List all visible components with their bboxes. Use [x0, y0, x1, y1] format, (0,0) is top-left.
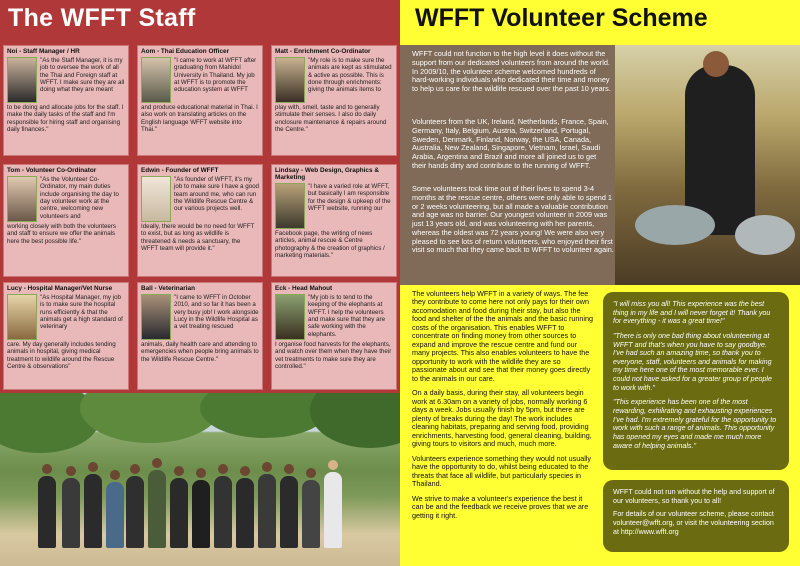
- staff-card-eck: [271, 282, 397, 390]
- staff-group-photo: [0, 393, 400, 566]
- staff-quote-rest: to be doing and allocate jobs for the staff. I make the daily tasks of the staff and I'm responsible for hiring staff and organising daily finances.": [7, 104, 124, 133]
- staff-name: Ball - Veterinarian: [141, 285, 195, 292]
- contact-box: [603, 480, 789, 552]
- intro-paragraph-2: Volunteers from the UK, Ireland, Netherlands, France, Spain, Germany, Italy, Belgium, Austria, Switzerland, Portugal, Sweden, Denmark, Finland, Norway, the USA, Canada, Australia, New Zealand, Singapore, Vietnam, Israel, Saudi Arabia, Argentina and Brazil and more all joined us to get their hands dirty and contribute to the running of WFFT.: [412, 117, 609, 170]
- body-paragraph: We strive to make a volunteer's experience the best it can be and the feedback we receive proves that we are getting it right.: [412, 493, 589, 520]
- staff-name: Tom - Volunteer Co-Ordinator: [7, 167, 97, 174]
- staff-quote-rest: care. My day generally includes tending animals in hospital, giving medical treatment to wildlife around the Rescue Centre & observations": [7, 341, 116, 370]
- staff-photo: [275, 57, 305, 103]
- staff-card-tom: [3, 164, 129, 277]
- staff-quote: "My job is to tend to the keeping of the elephants at WFFT. I help the volunteers and make sure that they are safe working with the elephants.: [308, 294, 386, 338]
- volunteer-panel: [400, 0, 800, 566]
- staff-photo: [141, 176, 171, 222]
- staff-card-ball: [137, 282, 263, 390]
- staff-photo: [7, 176, 37, 222]
- staff-card-matt: [271, 45, 397, 156]
- intro-paragraph-1: WFFT could not function to the high level it does without the support from our dedicated volunteers from around the world. In 2009/10, the volunteer scheme welcomed hundreds of hard-working individuals who dedicated their time and money to help us care for the wildlife rescued over the past 10 years.: [412, 49, 611, 93]
- staff-quote: "As the Staff Manager, it is my job to oversee the work of all the Thai and Foreign staff at WFFT. I make sure they are all doing what they are meant: [40, 57, 125, 94]
- staff-card-lucy: [3, 282, 129, 390]
- staff-photo: [275, 183, 305, 229]
- staff-photo: [275, 294, 305, 340]
- staff-quote: "As Hospital Manager, my job is to make sure the hospital runs efficiently & that the animals get a high standard of veterinary: [40, 294, 123, 331]
- volunteer-title: WFFT Volunteer Scheme: [415, 4, 708, 32]
- contact-thanks: WFFT could not run without the help and support of our volunteers, so thank you to all!: [613, 488, 775, 505]
- staff-name: Noi - Staff Manager / HR: [7, 48, 80, 55]
- staff-quote: "As founder of WFFT, it's my job to make sure I have a good team around me, who can run the Wildlife Rescue Centre & our various projects well.: [174, 176, 259, 213]
- staff-quote: "I have a varied role at WFFT, but basically I am responsible for the design & upkeep of the WFFT website, running our: [308, 183, 391, 213]
- testimonial: "There is only one bad thing about volunteering at WFFT and that's when you have to say goodbye. I've had such an amazing time, so thank you to everyone, staff, volunteers and animals for making my time here one of the most memorable ever. I could not have asked for a greater group of people to work with.": [613, 331, 772, 392]
- testimonial: "I will miss you all! This experience was the best thing in my life and I will never forget it! Thank you for everything - it was a great time!": [613, 300, 771, 326]
- staff-card-edwin: [137, 164, 263, 277]
- staff-photo: [141, 57, 171, 103]
- staff-name: Lindsay - Web Design, Graphics & Marketing: [275, 167, 379, 182]
- staff-quote: "My role is to make sure the animals are kept as stimulated & active as possible. This is done through enrichments: giving the animals items to: [308, 57, 392, 94]
- staff-quote-rest: and produce educational material in Thai. I also work on translating articles on the English language WFFT website into Thai.": [141, 104, 258, 133]
- staff-quote-rest: Ideally, there would be no need for WFFT to exist, but as long as wildlife is threatened & needs a sanctuary, the WFFT team will provide it.": [141, 223, 255, 252]
- staff-quote: "As the Volunteer Co-Ordinator, my main duties include organising the day to day volunteer work at the centre, welcoming new volunteers and: [40, 176, 119, 220]
- staff-name: Edwin - Founder of WFFT: [141, 167, 219, 174]
- staff-photo: [7, 294, 37, 340]
- testimonials-box: [603, 292, 789, 470]
- intro-paragraph-3: Some volunteers took time out of their lives to spend 3-4 months at the rescue centre, others were only able to spend 1 or 2 weeks volunteering, but all made a valuable contribution and age was no barrier. Our youngest volunteer in 2009 was just 13 years old, and was volunteering with her parents, whereas the oldest was 72 years young! We were also very pleased to see lots of return volunteers, who enjoyed their first visit so much that they came back to WFFT to volunteer again.: [412, 184, 614, 255]
- staff-card-lindsay: [271, 164, 397, 277]
- staff-name: Lucy - Hospital Manager/Vet Nurse: [7, 285, 113, 292]
- staff-title: The WFFT Staff: [8, 4, 196, 32]
- staff-card-aom: [137, 45, 263, 156]
- body-paragraph: Volunteers experience something they would not usually have the opportunity to do, whilst being educated to the threats that face all wildlife, but particularly species in Thailand.: [412, 453, 591, 489]
- staff-quote-rest: working closely with both the volunteers and staff to ensure we offer the animals here the best possible life.": [7, 223, 117, 245]
- volunteer-photo: [615, 45, 800, 285]
- staff-card-noi: [3, 45, 129, 156]
- body-copy: [412, 290, 595, 526]
- staff-name: Matt - Enrichment Co-Ordinator: [275, 48, 371, 55]
- staff-quote-rest: Facebook page, the writing of news articles, animal rescue & Centre photography & the creation of graphics / marketing materials.": [275, 230, 385, 260]
- testimonial: "This experience has been one of the most rewarding, exhilirating and exhausting experiences I've had. I'm extremely grateful for the opportunity to work with such a range of animals. This opportunity has opened my eyes and made me much more aware of helping animals.": [613, 398, 777, 450]
- staff-photo: [7, 57, 37, 103]
- staff-quote-rest: animals, daily health care and attending to emergencies when people bring animals to the Wildlife Rescue Centre.": [141, 341, 259, 363]
- staff-quote: "I came to WFFT in October 2010, and so far it has been a very busy job! I work alongside Lucy in the Wildlife Hospital as a vet treating rescued: [174, 294, 259, 331]
- staff-name: Eck - Head Mahout: [275, 285, 333, 292]
- staff-name: Aom - Thai Education Officer: [141, 48, 230, 55]
- staff-quote-rest: I organise food harvests for the elephants, and watch over them when they have their vet treatments to make sure they are controlled.": [275, 341, 392, 370]
- body-paragraph: On a daily basis, during their stay, all volunteers begin work at 6.30am on a variety of jobs, normally working 6 days a week. Jobs usually finish by 5pm, but there are plenty of breaks during the day! The work includes cleaning habitats, preparing and serving food, providing enrichments, harvesting food, general cleaning, building, giving tours to visitors and much, much more.: [412, 388, 592, 449]
- staff-quote-rest: play with, smell, taste and to generally stimulate their senses. I also do daily enclosure maintenance & repairs around the Centre.": [275, 104, 387, 133]
- staff-quote: "I came to work at WFFT after graduating from Mahidol University in Thailand. My job at WFFT is to promote the education system at WFFT: [174, 57, 257, 94]
- body-paragraph: The volunteers help WFFT in a variety of ways. The fee they contribute to come here not only pays for their own accomodation and food during their stay, but also the food and shelter of the the animals and the basic running costs of the organisation. This enables WFFT to concentrate on finding money from other sources to expand and improve the rescue centre and fund our many projects. This also enables volunteers to have the opportunity to work with the wildlife they are so passionate about and see that their money goes directly to the animals in our care.: [412, 289, 594, 383]
- staff-photo: [141, 294, 171, 340]
- contact-details: For details of our volunteer scheme, please contact volunteer@wfft.org, or visit the volunteering section at http://www.wfft.org: [613, 510, 774, 536]
